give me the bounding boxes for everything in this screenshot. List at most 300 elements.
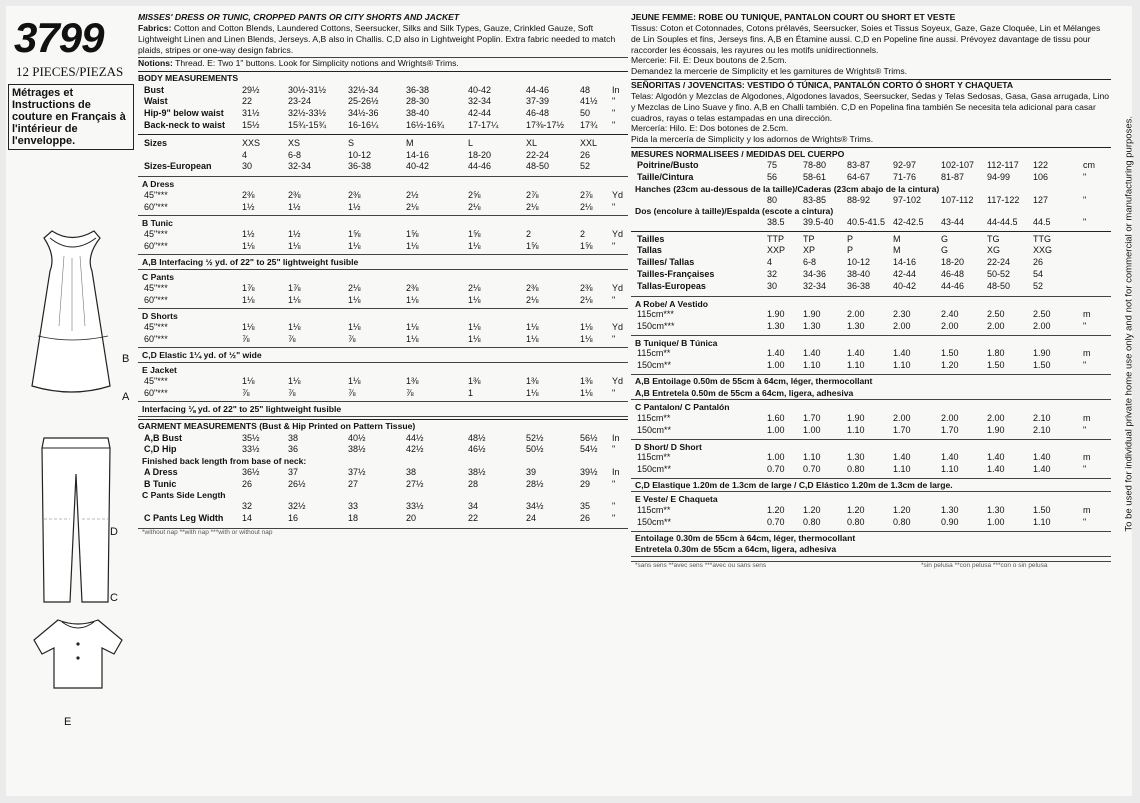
table-cell: 1.40 [987,463,1005,474]
table-cell: 1.40 [1033,463,1051,474]
table-cell: 1.90 [987,424,1005,435]
table-cell: 16 [288,512,299,523]
table-cell: 34 [468,500,479,511]
row-label: 45"*** [144,375,168,386]
table-cell: 40-42 [468,84,492,95]
garment-measurements-header: GARMENT MEASUREMENTS (Bust & Hip Printed on Pattern Tissue) [138,421,416,432]
table-cell: 92-97 [893,160,917,171]
table-cell: " [1083,194,1087,205]
yardage-row [138,190,628,202]
table-cell: 1.90 [803,309,821,320]
table-cell: 41½ [580,96,598,107]
table-cell: 28½ [526,478,544,489]
table-cell: 44-46 [468,161,492,172]
table-cell: XXP [767,245,786,256]
table-cell: 26 [1033,257,1044,268]
table-cell: " [612,387,616,398]
row-label: Sizes-European [144,161,212,172]
table-cell: 2.00 [987,412,1005,423]
table-cell: 28 [468,478,479,489]
row-label: Taille/Cintura [637,172,694,183]
metrage-view-name: B Tunique/ B Túnica [635,337,718,348]
table-cell: 1.90 [847,412,865,423]
table-cell: 1⅛ [406,294,419,305]
metrage-row [631,464,1111,476]
table-cell: 25-26½ [348,96,379,107]
table-cell: 2 [580,228,586,239]
row-label: 45"*** [144,321,168,332]
table-cell: 2⅝ [468,189,481,200]
table-cell: 34-36 [803,269,827,280]
table-cell: M [893,245,901,256]
table-cell: 1.00 [987,516,1005,527]
table-cell: 1⅛ [580,387,593,398]
table-cell: 2 [526,228,532,239]
mesure-row [631,172,1111,184]
body-measurement-row [138,120,628,132]
yardage-view-name: A Dress [142,179,175,190]
table-cell: 2.00 [847,309,865,320]
side-length-table [138,501,628,525]
table-cell: 2.10 [1033,412,1051,423]
table-cell: 1⅛ [348,375,361,386]
usage-notice: To be used for individual private home use only and not for commercial or manufacturing purposes. [1124,116,1135,532]
table-cell: 33½ [242,444,260,455]
table-cell: 1.30 [803,320,821,331]
view-letter-d: D [110,526,118,538]
table-cell: 107-112 [941,194,974,205]
table-cell: 39.5-40 [803,216,834,227]
table-cell: 1⅜ [580,375,593,386]
yardage-row [138,322,628,334]
table-cell: 15¾-15¾ [288,120,327,131]
table-cell: 34½-36 [348,108,379,119]
table-cell: G [941,245,949,256]
yardage-note: C,D Elastic 1¼ yd. of ½" wide [142,350,262,361]
table-cell: 1⅝ [580,240,593,251]
table-cell: 17¾ [580,120,598,131]
fabrics-value: Cotton and Cotton Blends, Laundered Cottons, Seersucker, Silks and Silk Types, Gauze, Crinkled Gauze, Soft Lightweight Linen and Linen Blends, Jerseys. A,B also in Challis. C,D also in Lightweight Poplin. Extra fabric needed to match plaids, stripes or one-way design fabrics. [138,23,616,55]
row-label: A Dress [144,466,178,477]
table-cell: " [612,444,616,455]
table-cell: 4 [242,149,248,160]
table-cell: 15½ [242,120,260,131]
table-cell: 1.50 [987,360,1005,371]
table-cell: 2.10 [1033,424,1051,435]
row-label: 115cm** [637,452,671,463]
merceria-text: Mercería: Hilo. E: Dos botones de 2.5cm. [631,123,789,134]
table-cell: 1.10 [893,360,911,371]
table-cell: 32-34 [803,280,827,291]
yardage-row [138,283,628,295]
spanish-title: SEÑORITAS / JOVENCITAS: VESTIDO Ó TÚNICA, PANTALÓN CORTO Ó SHORT Y CHAQUETA [631,79,1014,90]
table-cell: 1⅛ [348,294,361,305]
table-cell: 106 [1033,172,1049,183]
table-cell: 97-102 [893,194,922,205]
table-cell: m [1083,309,1091,320]
table-cell: Yd [612,228,624,239]
table-cell: 1½ [348,201,361,212]
metrage-note: A,B Entoilage 0.50m de 55cm à 64cm, léger, thermocollant [635,375,873,386]
table-cell: 1½ [242,228,255,239]
metrage-view-name: A Robe/ A Vestido [635,298,709,309]
tissus-text: Tissus: Coton et Cotonnades, Cotons prélavés, Seersucker, Soies et Tissus Soyeux, Gaze, Gaze Cloquée, Lin et Mélanges de Lin Souples et fins, Jerseys fins. A,B en Étamine aussi. C,D en Popeline fine aussi. Prévoyez davantage de tissu pour raccorder les écossais, les rayures ou les motifs unidirectionnels. [631,23,1101,55]
row-label: 150cm*** [637,320,675,331]
table-cell: 36-38 [348,161,372,172]
table-cell: 0.70 [767,463,785,474]
notions-label: Notions: [138,58,173,69]
table-cell: " [612,108,616,119]
table-cell: 1.60 [767,412,785,423]
garment-row [138,444,628,456]
table-cell: 1½ [242,201,255,212]
hanches-row [631,195,1111,207]
row-label: Back-neck to waist [144,120,226,131]
table-cell: 0.90 [941,516,959,527]
language-note: Métrages et Instructions de couture en Français à l'intérieur de l'enveloppe. [8,84,134,150]
table-cell: 1.90 [767,309,785,320]
table-cell: 36 [288,444,299,455]
table-cell: 1.30 [987,504,1005,515]
table-cell: 44-44.5 [987,216,1018,227]
metrage-note: C,D Elastique 1.20m de 1.3cm de large / C,D Elástico 1.20m de 1.3cm de large. [635,479,953,490]
table-cell: 14-16 [893,257,917,268]
metrage-row [631,321,1111,333]
tailles-row [631,245,1111,257]
body-measurement-row [138,108,628,120]
dos-row [631,217,1111,229]
table-cell: 1.40 [767,348,785,359]
table-cell: 1⅜ [468,375,481,386]
table-cell: 1.40 [893,452,911,463]
table-cell: 30½-31½ [288,84,327,95]
table-cell: TP [803,233,815,244]
sizes-european-row [138,161,628,173]
tailles-row [631,281,1111,293]
table-cell: 1.10 [847,360,865,371]
mercerie-text: Mercerie: Fil. E: Deux boutons de 2.5cm. [631,55,787,66]
table-cell: 22 [468,512,479,523]
table-cell: 1.00 [767,424,785,435]
table-cell: 1.00 [803,424,821,435]
table-cell: 1⅛ [288,294,301,305]
table-cell: 36½ [242,466,260,477]
row-label: 150cm** [637,463,672,474]
table-cell: 43-44 [941,216,965,227]
table-cell: 1.20 [803,504,821,515]
table-cell: TTP [767,233,784,244]
table-cell: 2⅛ [406,201,419,212]
table-cell: 17-17¼ [468,120,499,131]
table-cell: " [612,333,616,344]
table-cell: 22 [242,96,253,107]
sizes-table [138,135,628,173]
back-length-table [138,467,628,491]
table-cell: " [1083,172,1087,183]
table-cell: 1⅛ [242,294,255,305]
table-cell: 1⅝ [526,240,539,251]
table-cell: 1⅜ [526,375,539,386]
back-length-row [138,467,628,479]
table-cell: 31½ [242,108,260,119]
table-cell: 36-38 [406,84,430,95]
table-cell: 22-24 [526,149,550,160]
table-cell: 54½ [580,444,598,455]
tailles-row [631,269,1111,281]
table-cell: 37½ [348,466,366,477]
table-cell: 1⅛ [526,333,539,344]
yardage-row [138,388,628,400]
tailles-row [631,257,1111,269]
table-cell: 1.50 [1033,360,1051,371]
table-cell: " [612,294,616,305]
table-cell: 39 [526,466,537,477]
table-cell: 2.40 [941,309,959,320]
table-cell: m [1083,412,1091,423]
row-label: Sizes [144,137,168,148]
table-cell: Yd [612,321,624,332]
table-cell: 122 [1033,160,1049,171]
table-cell: 1⅛ [406,240,419,251]
mesures-table [631,160,1111,184]
table-cell: 40½ [348,432,366,443]
table-cell: 1⅛ [406,321,419,332]
table-cell: 23-24 [288,96,312,107]
row-label: Tallas [637,245,662,256]
table-cell: 1⅛ [242,240,255,251]
table-cell: G [941,233,949,244]
table-cell: " [612,500,616,511]
table-cell: 1.90 [1033,348,1051,359]
table-cell: 1.40 [941,452,959,463]
mercerie-text-2: Demandez la mercerie de Simplicity et les garnitures de Wrights® Trims. [631,66,908,77]
table-cell: 1⅛ [288,375,301,386]
table-cell: 2.00 [987,320,1005,331]
table-cell: ⅞ [242,333,250,344]
table-cell: 2⅞ [526,189,539,200]
table-cell: P [847,245,854,256]
table-cell: 44.5 [1033,216,1051,227]
table-cell: 1⅛ [468,333,481,344]
french-title: JEUNE FEMME: ROBE OU TUNIQUE, PANTALON COURT OU SHORT ET VESTE [631,12,956,22]
table-cell: 78-80 [803,160,827,171]
table-cell: 1.50 [941,348,959,359]
table-cell: 38-40 [847,269,871,280]
row-label: 60"*** [144,240,168,251]
table-cell: m [1083,348,1091,359]
table-cell: 38.5 [767,216,785,227]
table-cell: 56½ [580,432,598,443]
table-cell: 36-38 [847,280,871,291]
table-cell: 16½-16¾ [406,120,445,131]
fabrics-label: Fabrics: [138,23,172,33]
table-cell: 1⅝ [406,228,419,239]
table-cell: 1⅛ [468,240,481,251]
table-cell: 26 [580,149,591,160]
table-cell: 1⅛ [526,387,539,398]
table-cell: " [1083,320,1087,331]
table-cell: In [612,84,620,95]
table-cell: 4 [767,257,773,268]
table-cell: 33 [348,500,359,511]
yardage-row [138,376,628,388]
table-cell: 1.20 [847,504,865,515]
table-cell: 0.80 [893,516,911,527]
table-cell: 30 [242,161,253,172]
table-cell: 2.00 [941,320,959,331]
metrage-row [631,505,1111,517]
table-cell: " [1083,360,1087,371]
table-cell: 42½ [406,444,424,455]
table-cell: 0.80 [803,516,821,527]
table-cell: 32½-33½ [288,108,327,119]
table-cell: 1.40 [803,348,821,359]
left-panel [6,14,140,796]
french-footnote: *sans sens **avec sens ***avec ou sans sens [635,562,767,570]
view-letter-b: B [122,353,130,365]
table-cell: 27½ [406,478,424,489]
table-cell: 26 [242,478,253,489]
english-footnote: *without nap **with nap ***with or without nap [142,529,273,537]
table-cell: " [1083,216,1087,227]
row-label: B Tunic [144,478,177,489]
table-cell: 1.50 [1033,504,1051,515]
table-cell: 1.40 [847,348,865,359]
table-cell: 1⅛ [288,240,301,251]
table-cell: " [1083,463,1087,474]
table-cell: L [468,137,474,148]
table-cell: 1.10 [803,360,821,371]
row-label: Bust [144,84,164,95]
sizes-row [138,138,628,150]
yardage-view-name: D Shorts [142,311,178,322]
row-label: 150cm** [637,516,672,527]
table-cell: 28-30 [406,96,430,107]
table-cell: 37 [288,466,299,477]
table-cell: XXG [1033,245,1053,256]
table-cell: 6-8 [288,149,302,160]
view-letter-c: C [110,592,118,604]
table-cell: 88-92 [847,194,871,205]
row-label: 60"*** [144,294,168,305]
side-length-row [138,501,628,513]
metrage-row [631,413,1111,425]
table-cell: ⅞ [288,333,296,344]
metrage-note: Entoilage 0.30m de 55cm à 64cm, léger, thermocollant [635,532,856,543]
table-cell: 48-50 [987,280,1011,291]
table-cell: 1⅛ [242,321,255,332]
metrage-view-name: C Pantalon/ C Pantalón [635,402,730,413]
table-cell: 112-117 [987,160,1019,171]
table-cell: 10-12 [348,149,372,160]
english-title: MISSES' DRESS OR TUNIC, CROPPED PANTS OR CITY SHORTS AND JACKET [138,12,460,22]
table-cell: S [348,137,355,148]
table-cell: 46-48 [941,269,965,280]
table-cell: 44½ [406,432,424,443]
table-cell: 83-85 [803,194,827,205]
body-measurement-row [138,85,628,97]
spanish-footnote: *sin pelusa **con pelusa ***con o sin pelusa [921,562,1048,570]
row-label: Tailles/ Tallas [637,257,695,268]
table-cell: 50½ [526,444,544,455]
table-cell: 52 [1033,280,1044,291]
table-cell: 2⅛ [526,201,539,212]
table-cell: 44-46 [526,84,550,95]
metrage-note: Entretela 0.30m de 55cm a 64cm, ligera, adhesiva [635,544,837,555]
table-cell: 58-61 [803,172,827,183]
table-cell: XXL [580,137,598,148]
table-cell: cm [1083,160,1095,171]
table-cell: 1.10 [1033,516,1051,527]
table-cell: 38½ [468,466,486,477]
table-cell: XL [526,137,538,148]
table-cell: Yd [612,375,624,386]
table-cell: 24 [526,512,537,523]
table-cell: 1.70 [941,424,959,435]
view-letter-e: E [64,716,72,728]
fabrics-text [138,23,628,55]
table-cell: 2.00 [893,320,911,331]
table-cell: 14 [242,512,253,523]
table-cell: 64-67 [847,172,871,183]
table-cell: 2⅛ [348,282,361,293]
metrage-view-name: E Veste/ E Chaqueta [635,494,718,505]
table-cell: 1⅝ [468,228,481,239]
row-label: A,B Bust [144,432,182,443]
table-cell: M [893,233,901,244]
pattern-envelope-back [6,6,1135,796]
yardage-view-name: C Pants [142,272,174,283]
merceria-text-2: Pida la mercería de Simplicity y los adornos de Wrights® Trims. [631,134,874,145]
garment-row [138,433,628,445]
table-cell: 1⅛ [468,294,481,305]
table-cell: ⅞ [288,387,296,398]
table-cell: 2⅜ [580,282,593,293]
table-cell: 1⅛ [526,321,539,332]
table-cell: 22-24 [987,257,1011,268]
table-cell: 1.40 [893,348,911,359]
french-spanish-column [631,12,1111,571]
table-cell: 1½ [288,228,301,239]
row-label: Waist [144,96,168,107]
table-cell: XXS [242,137,261,148]
table-cell: 40-42 [893,280,917,291]
row-label: 45"*** [144,282,168,293]
side-length-label: C Pants Side Length [142,490,226,501]
dos-row [631,217,1111,229]
table-cell: 44-46 [941,280,965,291]
table-cell: 94-99 [987,172,1011,183]
table-cell: 1⅛ [406,333,419,344]
pieces-count: 12 PIECES/PIEZAS [16,64,124,79]
metrage-view-name: D Short/ D Short [635,441,702,452]
table-cell: 2.50 [1033,309,1051,320]
metrage-table [631,297,1111,557]
table-cell: 48 [580,84,591,95]
table-cell: 2.50 [987,309,1005,320]
table-cell: TG [987,233,1000,244]
table-cell: 48-50 [526,161,550,172]
table-cell: 1.00 [767,452,785,463]
table-cell: 38½ [348,444,366,455]
garment-measurements-table [138,433,628,457]
table-cell: 127 [1033,194,1049,205]
table-cell: 38 [288,432,299,443]
table-cell: 81-87 [941,172,965,183]
table-cell: 1.20 [941,360,959,371]
body-measurements-header: BODY MEASUREMENTS [138,73,239,84]
table-cell: 1 [468,387,474,398]
